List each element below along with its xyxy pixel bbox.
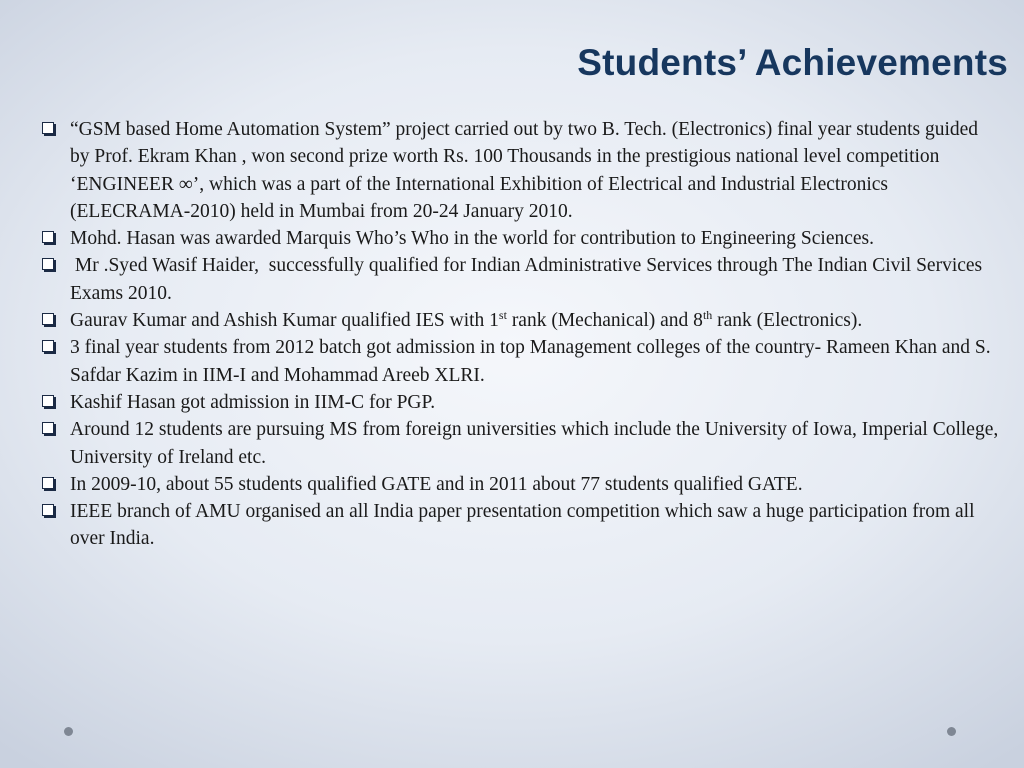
list-item: [40, 334, 1002, 389]
checkbox-bullet-icon: [42, 477, 54, 489]
list-item-text: Mr .Syed Wasif Haider, successfully qualified for Indian Administrative Services through The Indian Civil Services Exams 2010.: [70, 255, 988, 304]
list-item: [40, 307, 1002, 334]
list-item-text: In 2009-10, about 55 students qualified GATE and in 2011 about 77 students qualified GATE.: [70, 473, 803, 495]
checkbox-bullet-icon: [42, 231, 54, 243]
checkbox-bullet-icon: [42, 504, 54, 516]
list-item-text-part: Gaurav Kumar and Ashish Kumar qualified IES with 1: [70, 310, 499, 332]
list-item: [40, 498, 1002, 553]
checkbox-bullet-icon: [42, 395, 54, 407]
checkbox-bullet-icon: [42, 122, 54, 134]
decorative-dot-icon: [947, 727, 956, 736]
list-item: [40, 116, 1002, 225]
list-item-text: Mohd. Hasan was awarded Marquis Who’s Who in the world for contribution to Engineering Sciences.: [70, 228, 875, 250]
achievements-list: [40, 116, 1002, 553]
list-item-text: 3 final year students from 2012 batch got admission in top Management colleges of the country- Rameen Khan and S. Safdar Kazim in IIM-I and Mohammad Areeb XLRI.: [70, 337, 991, 386]
decorative-dot-icon: [64, 727, 73, 736]
list-item-text: IEEE branch of AMU organised an all India paper presentation competition which saw a huge participation from all over India.: [70, 501, 975, 550]
list-item-text: Around 12 students are pursuing MS from foreign universities which include the University of Iowa, Imperial College, University of Ireland etc.: [70, 419, 999, 468]
ordinal-suffix: st: [498, 308, 507, 323]
list-item: [40, 471, 1002, 498]
list-item: [40, 225, 1002, 252]
list-item: [40, 416, 1002, 471]
checkbox-bullet-icon: [42, 340, 54, 352]
list-item: [40, 252, 1002, 307]
checkbox-bullet-icon: [42, 313, 54, 325]
slide-title: Students’ Achievements: [577, 42, 1008, 83]
list-item: [40, 389, 1002, 416]
ordinal-suffix: th: [702, 308, 713, 323]
checkbox-bullet-icon: [42, 422, 54, 434]
list-item-text-part: rank (Electronics).: [712, 310, 863, 332]
checkbox-bullet-icon: [42, 258, 54, 270]
list-item-text: Kashif Hasan got admission in IIM-C for PGP.: [70, 391, 436, 413]
list-item-text-part: rank (Mechanical) and 8: [506, 310, 703, 332]
list-item-text: “GSM based Home Automation System” project carried out by two B. Tech. (Electronics) final year students guided by Prof. Ekram Khan , won second prize worth Rs. 100 Thousands in the prestigious national level competition ‘ENGINEER ∞’, which was a part of the International Exhibition of Electrical and Industrial Electronics (ELECRAMA-2010) held in Mumbai from 20-24 January 2010.: [70, 119, 979, 222]
